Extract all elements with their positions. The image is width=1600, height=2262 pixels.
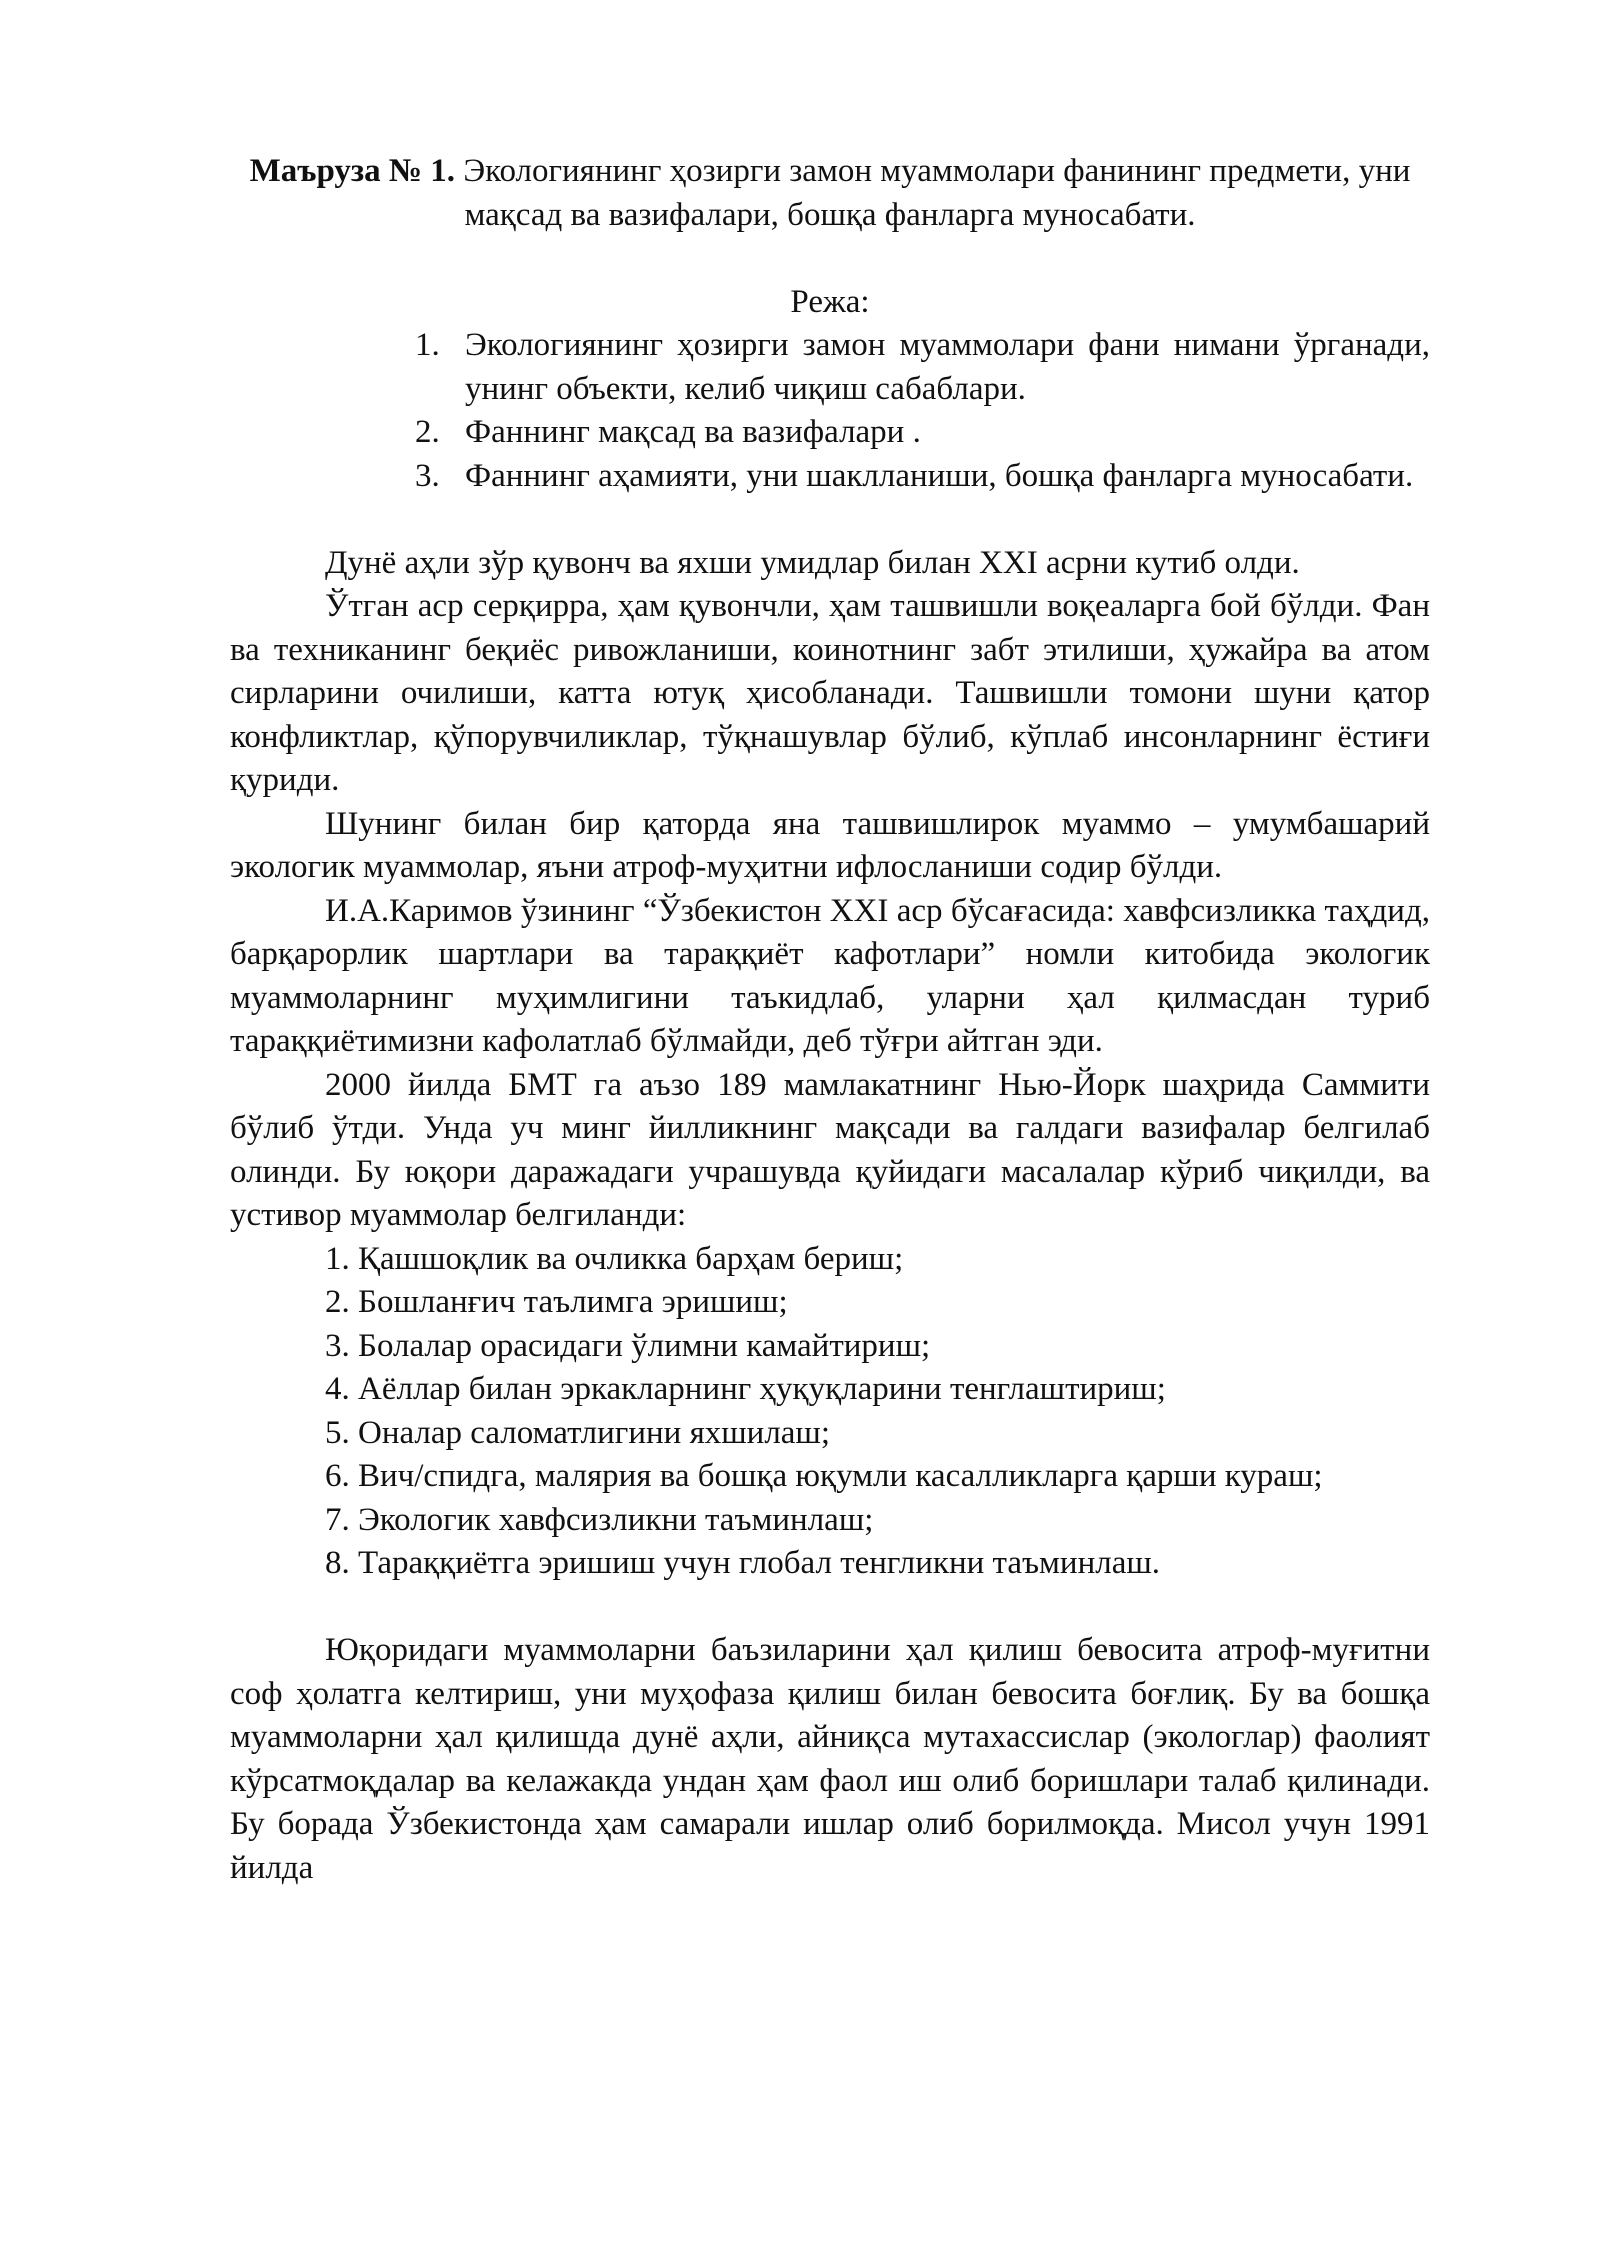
goal-item: 5. Оналар саломатлигини яхшилаш; — [325, 1414, 831, 1451]
body-paragraph: Ўтган аср серқирра, ҳам қувончли, ҳам ташвишли воқеаларга бой бўлди. Фан ва техниканинг беқиёс ривожланиши, коинотнинг забт этилиши, ҳужайра ва атом сирларини очилиши, катта ютуқ ҳисобланади. Ташвишли томони шуни қатор конфликтлар, қўпорувчиликлар, тўқнашувлар бўлиб, кўплаб инсонларнинг ёстиғи қуриди. — [230, 588, 1430, 798]
body-paragraph: Дунё аҳли зўр қувонч ва яхши умидлар билан XXI асрни кутиб олди. — [325, 544, 1300, 581]
body-paragraph: Шунинг билан бир қаторда яна ташвишлирок муаммо – умумбашарий экологик муаммолар, яъни атроф-муҳитни ифлосланиши содир бўлди. — [230, 805, 1430, 885]
goal-item: 3. Болалар орасидаги ўлимни камайтириш; — [325, 1327, 931, 1364]
plan-list — [415, 324, 1430, 498]
lecture-number: Маъруза № 1. — [249, 153, 456, 189]
goal-item: 4. Аёллар билан эркакларнинг ҳуқуқларини тенглаштириш; — [325, 1371, 1166, 1407]
plan-item — [415, 411, 1430, 455]
closing-paragraph: Юқоридаги муаммоларни баъзиларини ҳал қилиш бевосита атроф-муғитни соф ҳолатга келтириш, уни муҳофаза қилиш билан бевосита боғлиқ. Бу ва бошқа муаммоларни ҳал қилишда дунё аҳли, айниқса мутахассислар (экологлар) фаолият кўрсатмоқдалар ва келажакда ундан ҳам фаол иш олиб боришлари талаб қилинади. Бу борада Ўзбекистонда ҳам самарали ишлар олиб борилмоқда. Мисол учун 1991 йилда — [230, 1632, 1430, 1886]
plan-item-text: Фаннинг мақсад ва вазифалари . — [465, 414, 921, 450]
plan-item — [415, 324, 1430, 411]
goal-item: 6. Вич/спидга, малярия ва бошқа юқумли касалликларга қарши кураш; — [325, 1458, 1323, 1494]
plan-item-number: 2. — [415, 414, 440, 450]
goal-item: 8. Тараққиётга эришиш учун глобал тенгликни таъминлаш. — [325, 1545, 1161, 1581]
body-paragraph: 2000 йилда БМТ га аъзо 189 мамлакатнинг Нью-Йорк шаҳрида Саммити бўлиб ўтди. Унда уч минг йилликнинг мақсади ва галдаги вазифалар белгилаб олинди. Бу юқори даражадаги учрашувда қуйидаги масалалар кўриб чиқилди, ва устивор муаммолар белгиланди: — [230, 1066, 1430, 1233]
lecture-topic: Экологиянинг ҳозирги замон муаммолари фанининг предмети, уни мақсад ва вазифалари, бошқа фанларга муносабати. — [455, 153, 1411, 233]
plan-heading: Режа: — [790, 283, 870, 320]
plan-item — [415, 455, 1430, 499]
plan-item-number: 1. — [415, 327, 440, 363]
goals-list — [230, 1238, 1430, 1586]
spacer — [230, 498, 1430, 542]
plan-item-text: Фаннинг аҳамияти, уни шаклланиши, бошқа фанларга муносабати. — [465, 457, 1414, 494]
plan-item-text: Экологиянинг ҳозирги замон муаммолари фани нимани ўрганади, унинг объекти, келиб чиқиш сабаблари. — [465, 327, 1430, 407]
lecture-title — [230, 150, 1430, 237]
goal-item: 7. Экологик хавфсизликни таъминлаш; — [325, 1501, 874, 1538]
document-content — [230, 150, 1430, 1890]
plan-item-number: 3. — [415, 457, 440, 494]
goal-item: 1. Қашшоқлик ва очликка барҳам бериш; — [325, 1240, 904, 1277]
goal-item: 2. Бошланғич таълимга эришиш; — [325, 1284, 788, 1320]
body-paragraph: И.А.Каримов ўзининг “Ўзбекистон XXI аср бўсағасида: хавфсизликка таҳдид, барқарорлик шартлари ва тараққиёт кафотлари” номли китобида экологик муаммоларнинг муҳимлигини таъкидлаб, уларни ҳал қилмасдан туриб тараққиётимизни кафолатлаб бўлмайди, деб тўғри айтган эди. — [230, 892, 1430, 1059]
spacer — [230, 1586, 1430, 1630]
